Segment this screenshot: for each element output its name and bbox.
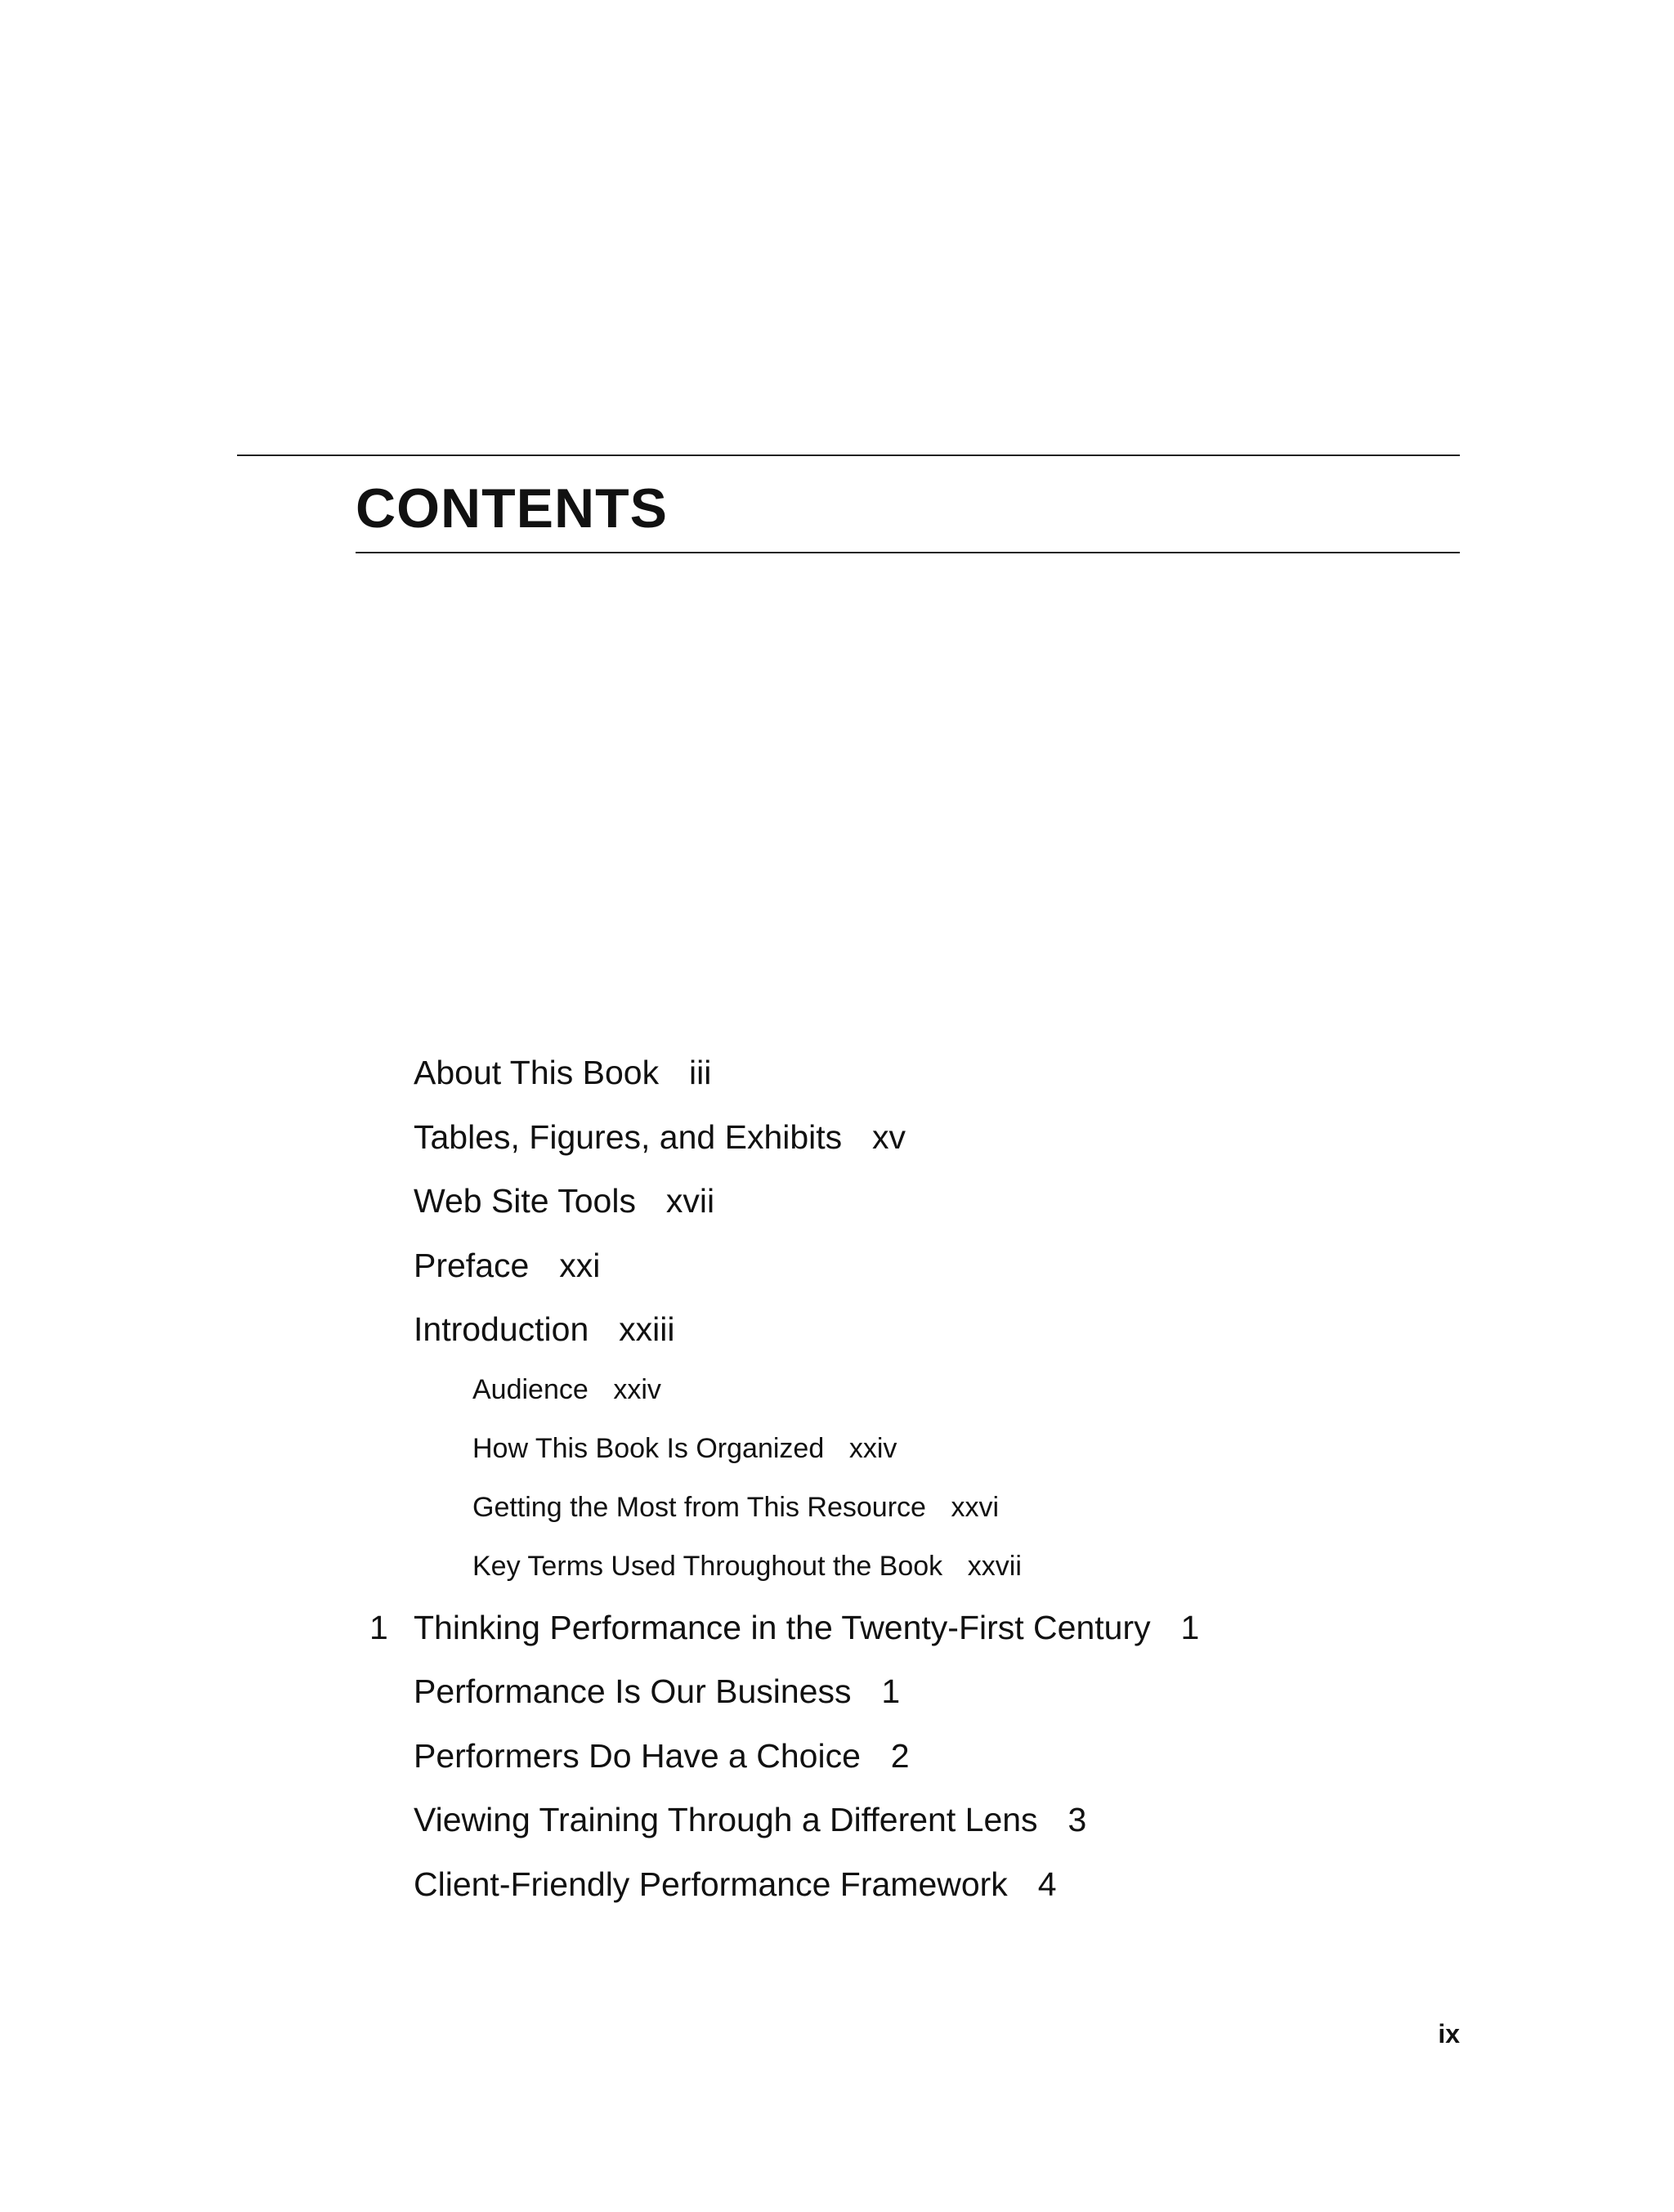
- toc-entry-title: Tables, Figures, and Exhibits: [414, 1118, 843, 1156]
- toc-subentry[interactable]: [472, 1431, 897, 1466]
- toc-entry[interactable]: [414, 1245, 600, 1286]
- toc-section-page: 4: [1037, 1865, 1057, 1903]
- toc-chapter-section[interactable]: [414, 1735, 910, 1776]
- toc-section-page: 1: [881, 1672, 901, 1710]
- toc-subentry[interactable]: [472, 1372, 661, 1408]
- toc-entry[interactable]: [414, 1052, 711, 1093]
- toc-entry-page: iii: [688, 1054, 712, 1091]
- toc-section-title: Performers Do Have a Choice: [414, 1737, 861, 1775]
- toc-entry-page: xxi: [559, 1247, 601, 1284]
- toc-chapter-entry[interactable]: [369, 1607, 1199, 1648]
- toc-section-title: Performance Is Our Business: [414, 1672, 852, 1710]
- toc-subentry[interactable]: [472, 1548, 1022, 1584]
- toc-section-title: Viewing Training Through a Different Lens: [414, 1801, 1038, 1838]
- chapter-title: Thinking Performance in the Twenty-First Century: [414, 1609, 1151, 1646]
- toc-entry-title: About This Book: [414, 1054, 660, 1091]
- page-number: ix: [1438, 2019, 1460, 2049]
- toc-subentry-title: Getting the Most from This Resource: [472, 1492, 926, 1523]
- toc-section-title: Client-Friendly Performance Framework: [414, 1865, 1008, 1903]
- toc-chapter-section[interactable]: [414, 1799, 1086, 1840]
- toc-entry-title: Preface: [414, 1247, 530, 1284]
- toc-entry-page: xxiii: [619, 1310, 675, 1348]
- chapter-number: 1: [369, 1609, 388, 1646]
- toc-subentry-page: xxvi: [951, 1492, 1000, 1523]
- toc-subentry-title: Audience: [472, 1374, 589, 1405]
- toc-entry[interactable]: [414, 1180, 714, 1221]
- toc-entry-page: xv: [872, 1118, 906, 1156]
- toc-entry[interactable]: [414, 1309, 674, 1350]
- toc-entry[interactable]: [414, 1117, 906, 1157]
- toc-chapter-section[interactable]: [414, 1671, 900, 1712]
- toc-chapter-section[interactable]: [414, 1864, 1057, 1905]
- toc-entry-title: Introduction: [414, 1310, 589, 1348]
- page-title: CONTENTS: [356, 477, 668, 540]
- toc-entry-title: Web Site Tools: [414, 1182, 636, 1220]
- toc-subentry-title: How This Book Is Organized: [472, 1433, 825, 1464]
- toc-section-page: 3: [1068, 1801, 1087, 1838]
- toc-section-page: 2: [890, 1737, 910, 1775]
- toc-subentry-page: xxiv: [848, 1433, 897, 1464]
- toc-subentry-title: Key Terms Used Throughout the Book: [472, 1551, 943, 1582]
- chapter-page: 1: [1180, 1609, 1200, 1646]
- toc-subentry-page: xxiv: [613, 1374, 661, 1405]
- toc-entry-page: xvii: [665, 1182, 715, 1220]
- toc-subentry[interactable]: [472, 1489, 999, 1525]
- toc-subentry-page: xxvii: [967, 1551, 1022, 1582]
